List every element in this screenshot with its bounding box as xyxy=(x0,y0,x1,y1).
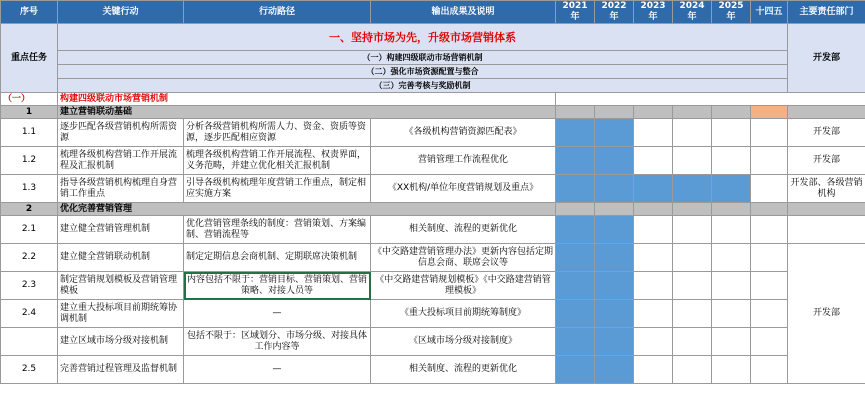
banner-sub-1[interactable]: （一）构建四级联动市场营销机制 xyxy=(58,51,788,65)
row-output[interactable]: 《各级机构营销资源匹配表》 xyxy=(371,119,556,147)
row-output[interactable]: 相关制度、流程的更新优化 xyxy=(371,356,556,384)
row-dept[interactable]: 开发部 xyxy=(788,147,865,175)
timeline-2022[interactable] xyxy=(595,272,634,300)
row-path-selected[interactable]: 内容包括不限于：营销目标、营销策划、营销策略、对接人员等 xyxy=(184,272,371,300)
row-seq[interactable]: 1.2 xyxy=(1,147,58,175)
row-seq[interactable]: 1.3 xyxy=(1,175,58,203)
banner-dept[interactable]: 开发部 xyxy=(788,24,865,93)
header-2021[interactable]: 2021年 xyxy=(556,1,595,24)
table-row xyxy=(1,119,865,147)
row-action[interactable]: 制定营销规划模板及营销管理模板 xyxy=(58,272,184,300)
table-row xyxy=(1,272,865,300)
highlight-cell[interactable] xyxy=(751,106,788,119)
row-seq[interactable]: 2.3 xyxy=(1,272,58,300)
row-output[interactable]: 《中交路建营销管理办法》更新内容包括定期信息会商、联席会议等 xyxy=(371,244,556,272)
banner-title[interactable]: 一、坚持市场为先，升级市场营销体系 xyxy=(58,24,788,51)
table-row xyxy=(1,147,865,175)
banner-label[interactable]: 重点任务 xyxy=(1,24,58,93)
row-action[interactable]: 梳理各级机构营销工作开展流程及汇报机制 xyxy=(58,147,184,175)
timeline-2021[interactable] xyxy=(556,300,595,328)
row-action[interactable]: 建立区域市场分级对接机制 xyxy=(58,328,184,356)
row-seq[interactable]: 2.5 xyxy=(1,356,58,384)
table-row xyxy=(1,216,865,244)
table-row xyxy=(1,244,865,272)
row-output[interactable]: 营销管理工作流程优化 xyxy=(371,147,556,175)
row-output[interactable]: 《区域市场分级对接制度》 xyxy=(371,328,556,356)
timeline-2022[interactable] xyxy=(595,328,634,356)
group-title-2[interactable]: 优化完善营销管理 xyxy=(58,203,556,216)
row-output[interactable]: 《XX机构/单位年度营销规划及重点》 xyxy=(371,175,556,203)
timeline-2023[interactable] xyxy=(634,175,673,203)
banner-row-title xyxy=(1,24,865,51)
timeline-2022[interactable] xyxy=(595,244,634,272)
row-path[interactable]: — xyxy=(184,300,371,328)
group-seq-1[interactable]: 1 xyxy=(1,106,58,119)
timeline-2024[interactable] xyxy=(673,175,712,203)
row-output[interactable]: 《中交路建营销规划模板》《中交路建营销管理模板》 xyxy=(371,272,556,300)
row-action[interactable]: 逐步匹配各级营销机构所需资源 xyxy=(58,119,184,147)
group-row-1 xyxy=(1,106,865,119)
merged-dept[interactable]: 开发部 xyxy=(788,244,865,384)
row-path[interactable]: 制定定期信息会商机制、定期联席决策机制 xyxy=(184,244,371,272)
group-seq-2[interactable]: 2 xyxy=(1,203,58,216)
table-row xyxy=(1,175,865,203)
header-plan[interactable]: 十四五 xyxy=(751,1,788,24)
row-dept[interactable]: 开发部、各级营销机构 xyxy=(788,175,865,203)
header-seq[interactable]: 序号 xyxy=(1,1,58,24)
section-title[interactable]: 构建四级联动市场营销机制 xyxy=(58,93,556,106)
row-action[interactable]: 指导各级营销机构梳理自身营销工作重点 xyxy=(58,175,184,203)
header-path[interactable]: 行动路径 xyxy=(184,1,371,24)
timeline-2021[interactable] xyxy=(556,272,595,300)
row-seq[interactable] xyxy=(1,328,58,356)
row-action[interactable]: 完善营销过程管理及监督机制 xyxy=(58,356,184,384)
row-action[interactable]: 建立健全营销管理机制 xyxy=(58,216,184,244)
timeline-2021[interactable] xyxy=(556,328,595,356)
row-path[interactable]: 分析各级营销机构所需人力、资金、资质等资源，逐步匹配相应资源 xyxy=(184,119,371,147)
timeline-2021[interactable] xyxy=(556,119,595,147)
group-title-1[interactable]: 建立营销联动基础 xyxy=(58,106,556,119)
header-2023[interactable]: 2023年 xyxy=(634,1,673,24)
timeline-2022[interactable] xyxy=(595,119,634,147)
header-2024[interactable]: 2024年 xyxy=(673,1,712,24)
table-row xyxy=(1,300,865,328)
header-output[interactable]: 输出成果及说明 xyxy=(371,1,556,24)
banner-sub-2[interactable]: （二）强化市场资源配置与整合 xyxy=(58,65,788,79)
timeline-2022[interactable] xyxy=(595,175,634,203)
timeline-2022[interactable] xyxy=(595,216,634,244)
header-dept[interactable]: 主要责任部门 xyxy=(788,1,865,24)
timeline-2021[interactable] xyxy=(556,175,595,203)
table-row xyxy=(1,356,865,384)
row-seq[interactable]: 1.1 xyxy=(1,119,58,147)
section-row xyxy=(1,93,865,106)
group-row-2 xyxy=(1,203,865,216)
timeline-2021[interactable] xyxy=(556,356,595,384)
banner-sub-3[interactable]: （三）完善考核与奖励机制 xyxy=(58,79,788,93)
row-action[interactable]: 建立健全营销联动机制 xyxy=(58,244,184,272)
row-output[interactable]: 《重大投标项目前期统筹制度》 xyxy=(371,300,556,328)
row-dept[interactable]: 开发部 xyxy=(788,119,865,147)
timeline-2021[interactable] xyxy=(556,244,595,272)
row-output[interactable]: 相关制度、流程的更新优化 xyxy=(371,216,556,244)
timeline-2025[interactable] xyxy=(712,175,751,203)
timeline-2022[interactable] xyxy=(595,356,634,384)
row-path[interactable]: 梳理各级机构营销工作开展流程、权责界面，义务范畴，并建立优化相关汇报机制 xyxy=(184,147,371,175)
row-action[interactable]: 建立重大投标项目前期统筹协调机制 xyxy=(58,300,184,328)
row-path[interactable]: — xyxy=(184,356,371,384)
row-seq[interactable]: 2.2 xyxy=(1,244,58,272)
row-path[interactable]: 优化营销管理条线的制度：营销策划、方案编制、营销流程等 xyxy=(184,216,371,244)
timeline-2021[interactable] xyxy=(556,147,595,175)
timeline-2022[interactable] xyxy=(595,147,634,175)
timeline-2022[interactable] xyxy=(595,300,634,328)
row-seq[interactable]: 2.4 xyxy=(1,300,58,328)
header-action[interactable]: 关键行动 xyxy=(58,1,184,24)
header-2025[interactable]: 2025年 xyxy=(712,1,751,24)
header-row xyxy=(1,1,865,24)
header-2022[interactable]: 2022年 xyxy=(595,1,634,24)
row-path[interactable]: 引导各级机构梳理年度营销工作重点，制定相应实施方案 xyxy=(184,175,371,203)
table-row xyxy=(1,328,865,356)
row-path[interactable]: 包括不限于：区域划分、市场分级、对接具体工作内容等 xyxy=(184,328,371,356)
timeline-2021[interactable] xyxy=(556,216,595,244)
section-seq[interactable]: （一） xyxy=(1,93,58,106)
row-seq[interactable]: 2.1 xyxy=(1,216,58,244)
